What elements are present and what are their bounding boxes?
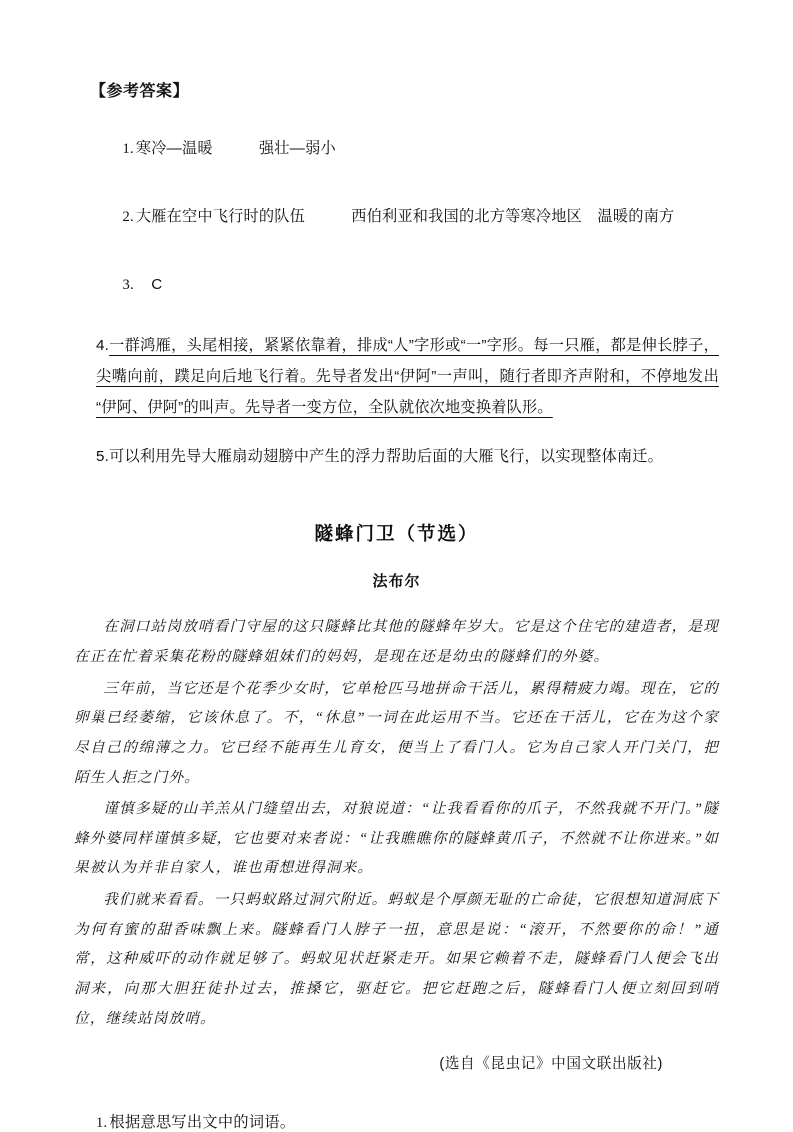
passage-paragraph: 三年前，当它还是个花季少女时，它单枪匹马地拼命干活儿，累得精疲力竭。现在，它的卵巢已经萎缩，它该休息了。不，“休息”一词在此运用不当。它还在干活儿，它在为这个家尽自己的绵薄之力。它已经不能再生儿育女，便当上了看门人。它为自己家人开门关门，把陌生人拒之门外。 (74, 680, 719, 786)
answer-item-1 (96, 126, 719, 172)
passage-body (74, 613, 719, 1034)
answer-item-1-number: 1. (122, 141, 134, 158)
answer-item-3-number: 3. (122, 277, 134, 294)
passage-paragraph: 谨慎多疑的山羊羔从门缝望出去，对狼说道：“让我看看你的爪子，不然我就不开门。”隧蜂外婆同样谨慎多疑，它也要对来者说：“让我瞧瞧你的隧蜂黄爪子，不然就不让你进来。”如果被认为并非自家人，谁也甭想进得洞来。 (74, 801, 719, 877)
question-item-1-number: 1. (96, 1115, 108, 1132)
answer-item-3-text: C (135, 276, 163, 294)
answer-item-4-text: 一群鸿雁，头尾相接，紧紧依靠着，排成“人”字形或“一”字形。每一只雁，都是伸长脖子，尖嘴向前，蹼足向后地飞行着。先导者发出“伊阿”一声叫，随行者即齐声附和，不停地发出“伊阿、伊阿”的叫声。先导者一变方位，全队就依次地变换着队形。 (96, 336, 719, 417)
reading-passage-section (74, 520, 719, 1073)
answer-item-2-number: 2. (122, 209, 134, 226)
answer-item-4-number: 4. (96, 336, 110, 354)
answer-item-5-number: 5. (96, 448, 110, 466)
passage-source-attribution: (选自《昆虫记》中国文联出版社) (439, 1056, 663, 1073)
answer-item-2-text: 大雁在空中飞行时的队伍 西伯利亚和我国的北方等寒冷地区 温暖的南方 (135, 208, 675, 226)
passage-author: 法布尔 (372, 573, 421, 591)
answer-key-section (74, 84, 719, 464)
answer-item-4 (96, 330, 719, 423)
question-item-1-text: 根据意思写出文中的词语。 (109, 1114, 296, 1132)
answer-item-5-text: 可以利用先导大雁扇动翅膀中产生的浮力帮助后面的大雁飞行，以实现整体南迁。 (109, 448, 664, 466)
passage-paragraph: 在洞口站岗放哨看门守屋的这只隧蜂比其他的隧蜂年岁大。它是这个住宅的建造者，是现在正在忙着采集花粉的隧蜂姐妹们的妈妈，是现在还是幼虫的隧蜂们的外婆。 (74, 619, 719, 666)
passage-paragraph: 我们就来看看。一只蚂蚁路过洞穴附近。蚂蚁是个厚颜无耻的亡命徒，它很想知道洞底下为何有蜜的甜香味飘上来。隧蜂看门人脖子一扭，意思是说：“滚开，不然要你的命！”通常，这种威吓的动作就足够了。蚂蚁见状赶紧走开。如果它赖着不走，隧蜂看门人便会飞出洞来，向那大胆狂徒扑过去，推搡它，驱赶它。把它赶跑之后，隧蜂看门人便立刻回到哨位，继续站岗放哨。 (74, 892, 719, 1027)
passage-title: 隧蜂门卫（节选） (314, 523, 479, 545)
answer-key-heading: 【参考答案】 (90, 83, 190, 100)
answer-item-5 (96, 449, 719, 464)
answer-item-2 (96, 194, 719, 240)
answer-item-1-text: 寒冷—温暖 强壮—弱小 (135, 140, 336, 158)
answer-item-3 (96, 262, 719, 308)
